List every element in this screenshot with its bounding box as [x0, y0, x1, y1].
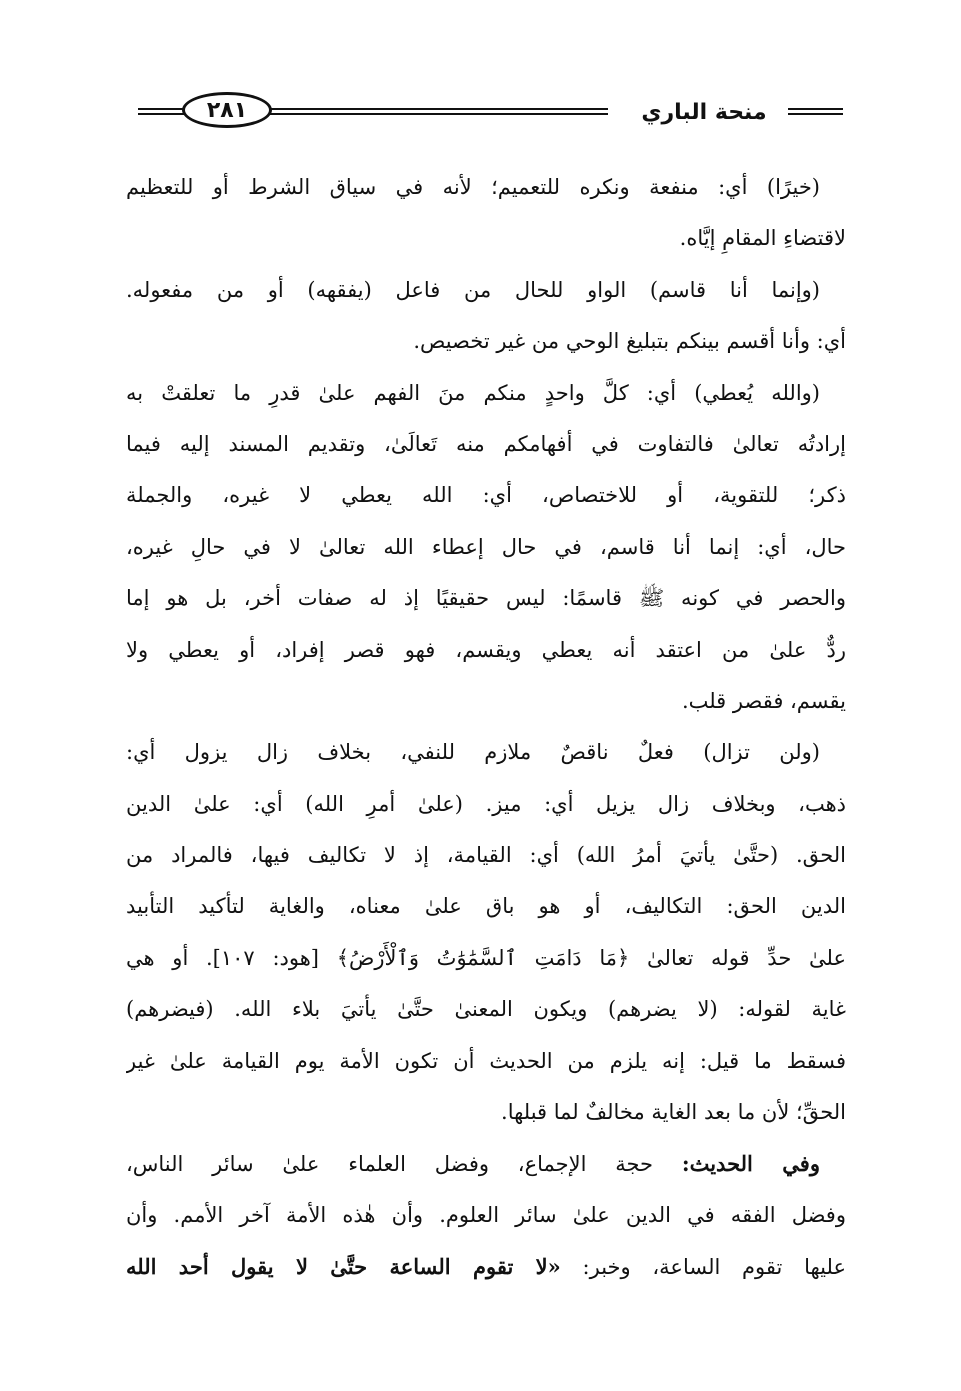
section-lead: وفي الحديث: — [681, 1151, 820, 1177]
text-line: الدين الحق: التكاليف، أو هو باق علىٰ معناه، والغاية لتأكيد التأبيد — [126, 894, 846, 919]
text-line: حال، أي: إنما أنا قاسم، في حال إعطاء الله تعالىٰ لا في حالِ غيره، — [126, 534, 846, 559]
text-run: حجة الإجماع، وفضل العلماء علىٰ سائر الناس، — [126, 1152, 682, 1177]
text-line: علىٰ حدِّ قوله تعالىٰ ﴿مَا دَامَتِ ٱلسَّمَٰوَٰتُ وَٱلْأَرْضُ﴾ [هود: ١٠٧]. أو هي — [126, 945, 846, 970]
hadith-quote: «لا تقوم الساعة حتَّىٰ لا يقول أحد الله — [126, 1254, 561, 1280]
text-line — [126, 1241, 846, 1292]
text-line: ردٌّ علىٰ من اعتقد أنه يعطي ويقسم، فهو قصر إفراد، أو يعطي ولا — [126, 637, 846, 662]
text-line: لاقتضاءِ المقامِ إيَّاه. — [679, 226, 846, 251]
text-run: عليها تقوم الساعة، وخبر: — [560, 1255, 846, 1280]
text-line: (والله يُعطي) أي: كلَّ واحدٍ منكم منَ الفهم علىٰ قدرِ ما تعلقتْ به — [126, 380, 820, 405]
text-line: (ولن تزال) فعلٌ ناقصٌ ملازم للنفي، بخلاف زال يزول أي: — [126, 740, 820, 765]
page-header — [138, 88, 843, 144]
text-line: غاية لقوله: (لا يضرهم) ويكون المعنىٰ حتَّىٰ يأتيَ بلاء الله. (فيضرهم) — [126, 997, 846, 1022]
text-line: ذهب، وبخلاف زال يزيل أي: ميز. (علىٰ أمرِ الله) أي: علىٰ الدين — [126, 791, 846, 816]
header-rule-middle — [256, 108, 608, 115]
text-line: (خيرًا) أي: منفعة ونكره للتعميم؛ لأنه في سياق الشرط أو للتعظيم — [126, 175, 820, 199]
text-line: (وإنما أنا قاسم) الواو للحال من فاعل (يفقهه) أو من مفعوله. — [126, 277, 820, 302]
text-line: أي: وأنا أقسم بينكم بتبليغ الوحي من غير تخصيص. — [413, 329, 846, 354]
text-line: فسقط ما قيل: إنه يلزم من الحديث أن تكون الأمة يوم القيامة علىٰ غير — [126, 1048, 846, 1073]
text-line: والحصر في كونه ﷺ قاسمًا: ليس حقيقيًا إذ له صفات أخر، بل هو إما — [126, 586, 846, 611]
text-line: ذكر؛ للتقوية، أو للاختصاص، أي: الله يعطي لا غيره، والجملة — [126, 483, 846, 508]
text-line: وفضل الفقه في الدين علىٰ سائر العلوم. وأن هٰذه الأمة آخر الأمم. وأن — [126, 1202, 846, 1227]
text-line: إرادتُه تعالىٰ فالتفاوت في أفهامكم منه تَعالَىٰ، وتقديم المسند إليه فيما — [126, 431, 846, 456]
text-line: الحقِّ؛ لأن ما بعد الغاية مخالفٌ لما قبلها. — [501, 1100, 846, 1125]
text-line — [126, 1138, 846, 1189]
text-line: الحق. (حتَّىٰ يأتيَ أمرُ الله) أي: القيامة، إذ لا تكاليف فيها، فالمراد من — [126, 843, 846, 868]
header-rule-right — [788, 108, 843, 115]
page-number: ٢٨١ — [182, 92, 272, 128]
text-line: يقسم، فقصر قلب. — [681, 688, 846, 713]
running-title: منحة الباري — [641, 99, 767, 125]
body-text — [126, 162, 846, 1293]
